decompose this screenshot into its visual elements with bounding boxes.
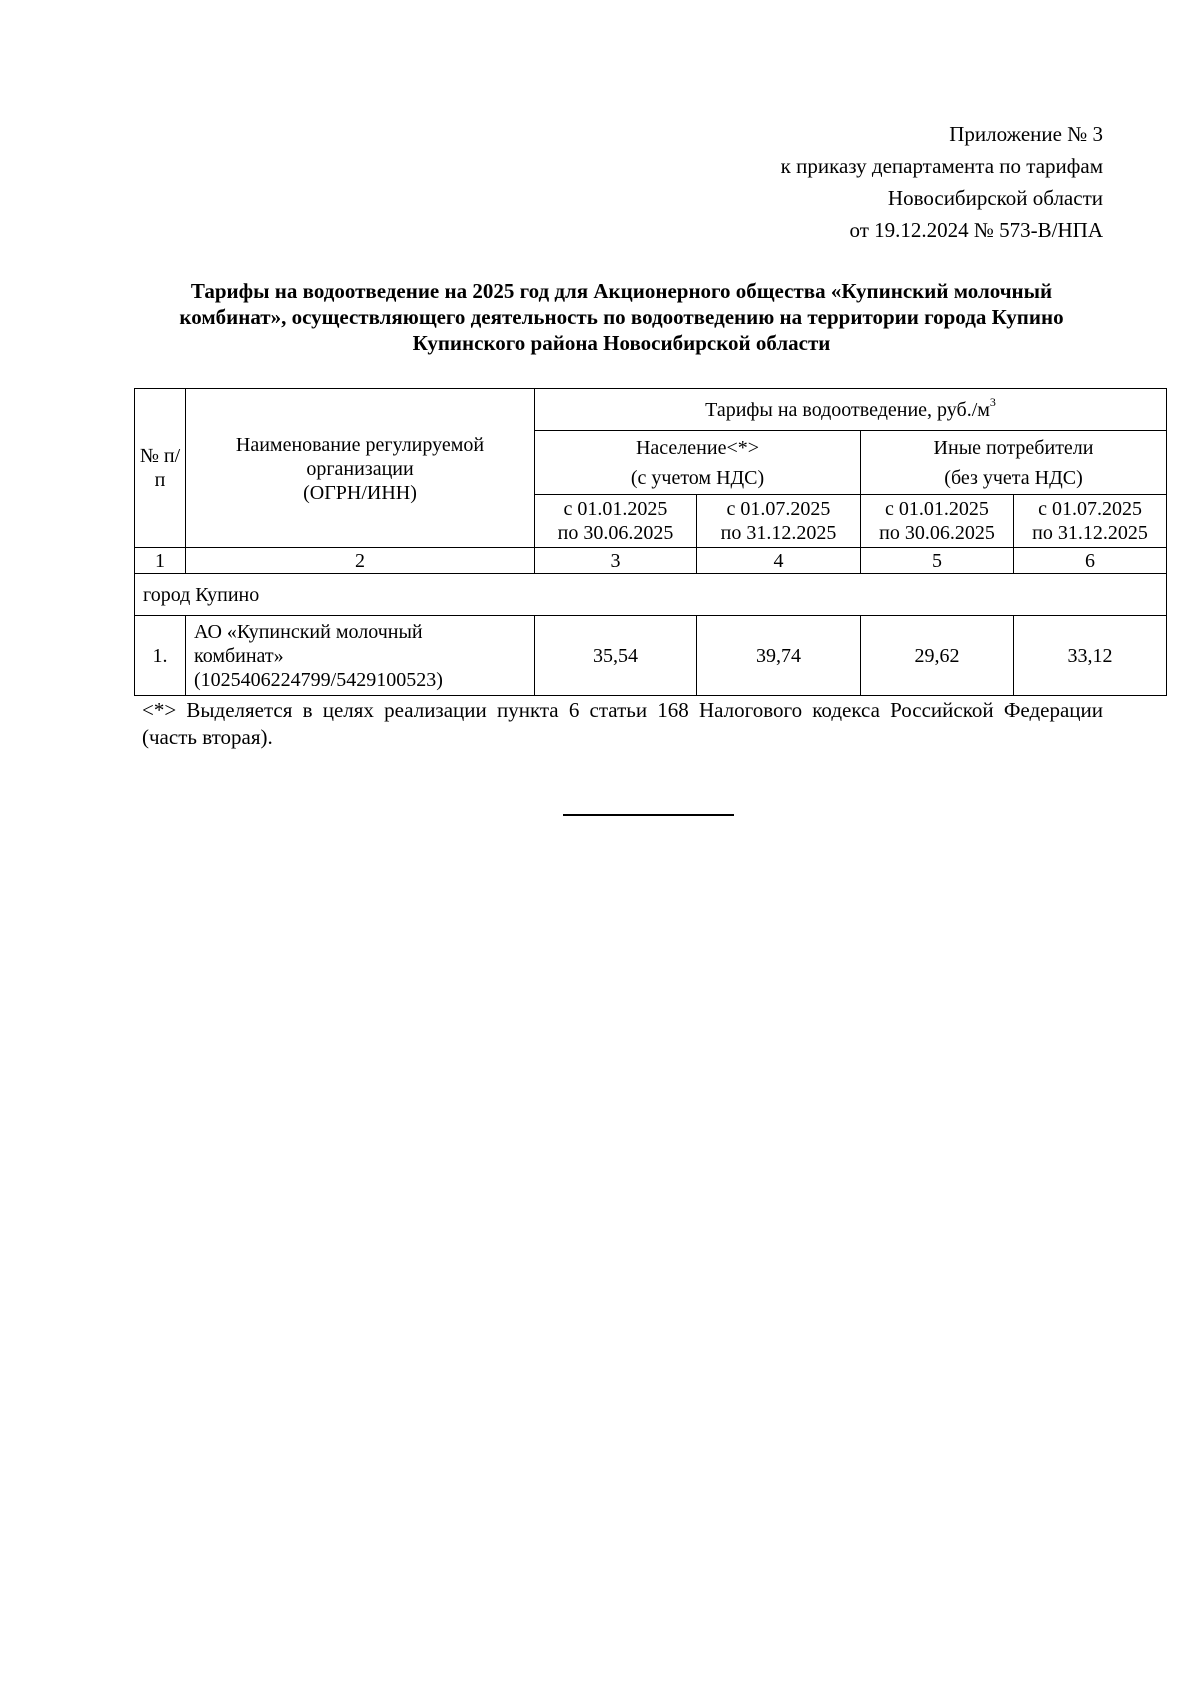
appendix-order-date: от 19.12.2024 № 573-В/НПА	[849, 218, 1103, 242]
appendix-number: Приложение № 3	[949, 122, 1103, 146]
row-num: 1.	[135, 616, 186, 696]
column-number: 3	[535, 548, 697, 574]
row-org-line1: АО «Купинский молочный	[194, 620, 423, 643]
header-tariffs	[535, 389, 1167, 431]
table-row	[135, 616, 1167, 696]
period-to: по 31.12.2025	[1032, 522, 1148, 544]
row-value: 35,54	[535, 616, 697, 696]
row-org	[186, 616, 535, 696]
column-number: 1	[135, 548, 186, 574]
period-from: с 01.01.2025	[885, 498, 989, 520]
section-city: город Купино	[135, 574, 1167, 616]
header-org-line1: Наименование регулируемой	[235, 434, 485, 456]
period-from: с 01.07.2025	[726, 498, 831, 520]
footnote: <*> Выделяется в целях реализации пункта 6 статьи 168 Налогового кодекса Российской Федерации (часть вторая).	[142, 698, 1103, 749]
header-population	[535, 431, 861, 495]
header-org-col	[186, 389, 535, 548]
header-tariffs-text: Тарифы на водоотведение, руб./м	[705, 398, 990, 421]
tariff-table	[134, 388, 1167, 696]
period-to: по 31.12.2025	[720, 522, 837, 544]
header-tariffs-unit-sup: 3	[989, 394, 996, 409]
section-row	[135, 574, 1167, 616]
header-others-label: Иные потребители	[933, 436, 1094, 459]
header-others	[861, 431, 1167, 495]
header-population-label: Население<*>	[635, 436, 760, 459]
period-to: по 30.06.2025	[557, 522, 674, 544]
column-number: 4	[697, 548, 861, 574]
period-from: с 01.01.2025	[563, 498, 668, 520]
end-separator-line	[563, 814, 734, 816]
header-num-text: № п/п	[139, 445, 181, 491]
document-title: Тарифы на водоотведение на 2025 год для Акционерного общества «Купинский молочный комбинат», осуществляющего деятельность по водоотведению на территории города Купино Купинского района Новосибирской области	[179, 279, 1064, 355]
header-num-col	[135, 389, 186, 548]
header-org-line3: (ОГРН/ИНН)	[303, 482, 417, 504]
column-number: 2	[186, 548, 535, 574]
period-from: с 01.07.2025	[1038, 498, 1142, 520]
header-others-vat: (без учета НДС)	[944, 466, 1083, 489]
header-population-vat: (с учетом НДС)	[630, 466, 765, 489]
appendix-region: Новосибирской области	[887, 186, 1103, 210]
column-number: 5	[861, 548, 1014, 574]
header-org-line2: организации	[306, 458, 414, 480]
appendix-header	[781, 118, 1103, 246]
period-to: по 30.06.2025	[879, 522, 995, 544]
column-number: 6	[1014, 548, 1167, 574]
period-cell	[1014, 495, 1167, 548]
row-value: 29,62	[861, 616, 1014, 696]
period-cell	[535, 495, 697, 548]
column-number-row	[135, 548, 1167, 574]
appendix-order-ref: к приказу департамента по тарифам	[780, 154, 1103, 178]
row-value: 33,12	[1014, 616, 1167, 696]
row-org-line2: комбинат»	[194, 644, 284, 667]
period-cell	[861, 495, 1014, 548]
row-value: 39,74	[697, 616, 861, 696]
row-org-line3: (1025406224799/5429100523)	[194, 668, 443, 691]
period-cell	[697, 495, 861, 548]
